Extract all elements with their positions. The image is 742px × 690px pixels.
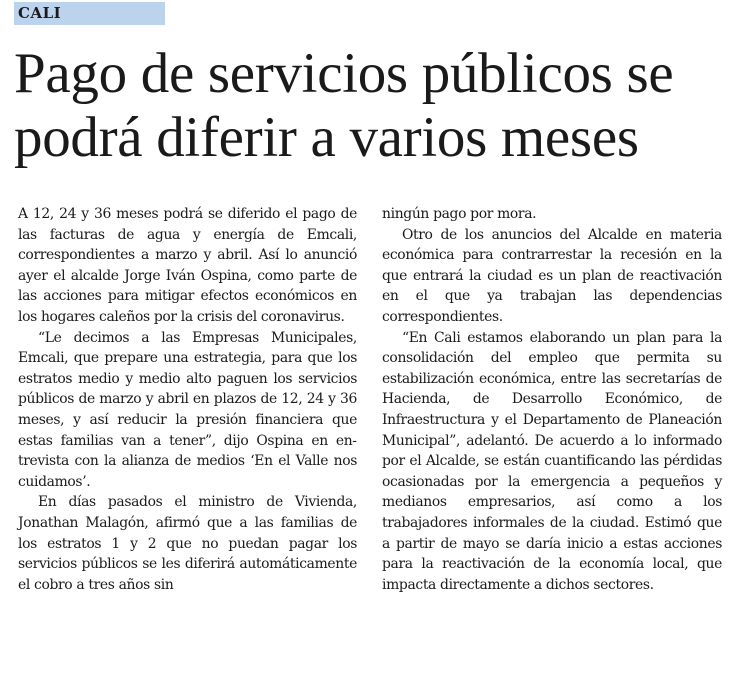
headline-line-1: Pago de servicios públicos se (14, 42, 674, 105)
headline-line-2: podrá diferir a varios meses (14, 106, 639, 169)
article-column-right (382, 204, 722, 595)
article-column-left (18, 204, 357, 595)
section-tag: CALI (14, 2, 165, 25)
headline (14, 42, 734, 170)
paragraph: “En Cali estamos elaborando un plan para la consolidación del empleo que permita su estabilización económica, entre las secretarías de Hacienda, de Desarrollo Económico, de Infraestructura y el Departamento de Planeación Municipal”, adelantó. De acuerdo a lo informado por el Alcalde, se están cuantificando las pérdidas ocasionadas por la emergencia a pequeños y medianos empresarios, así como a los trabajadores informales de la ciudad. Estimó que a partir de mayo se daría inicio a estas acciones para la reactivación de la economía local, que impacta directamente a dichos sectores. (382, 329, 722, 593)
paragraph: A 12, 24 y 36 meses podrá se diferido el pago de las facturas de agua y energía de Emcali, correspondientes a marzo y abril. Así lo anunció ayer el alcalde Jorge Iván Ospina, como parte de las acciones para mitigar efectos económicos en los hogares caleños por la crisis del coronavirus. (18, 206, 357, 325)
paragraph: “Le decimos a las Empresas Municipales, Emcali, que prepare una estrategia, para que los estratos medio y medio alto paguen los servicios públicos de marzo y abril en plazos de 12, 24 y 36 meses, y así reducir la presión financiera que estas familias van a tener”, dijo Ospina en entrevista con la alianza de medios ‘En el Valle nos cuidamos’. (18, 329, 357, 490)
paragraph: Otro de los anuncios del Alcalde en materia económica para contrarrestar la recesión en la que entrará la ciudad es un plan de reactivación en el que ya trabajan las dependencias correspondientes. (382, 226, 722, 325)
paragraph: ningún pago por mora. (382, 206, 537, 222)
paragraph: En días pasados el ministro de Vivienda, Jonathan Malagón, afirmó que a las familias de los estratos 1 y 2 que no puedan pagar los servicios públicos se les diferirá automáticamente el cobro a tres años sin (18, 494, 357, 593)
